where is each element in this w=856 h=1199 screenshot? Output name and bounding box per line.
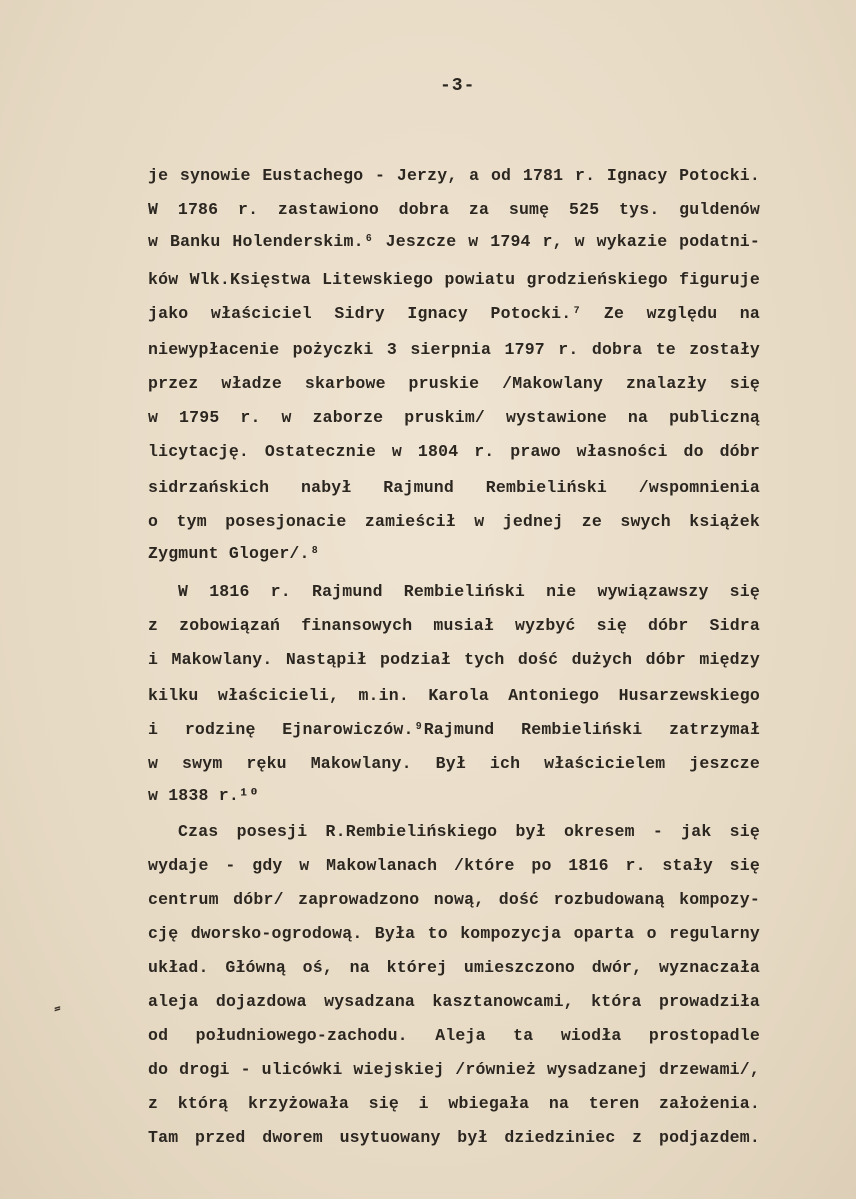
text-line-17: i rodzinę Ejnarowiczów.⁹Rajmund Rembieliński zatrzymał: [148, 720, 760, 739]
text-line-29: Tam przed dworem usytuowany był dziedziniec z podjazdem.: [148, 1128, 760, 1147]
text-line-11: o tym posesjonacie zamieścił w jednej ze swych książek: [148, 512, 760, 531]
text-line-22: centrum dóbr/ zaprowadzono nową, dość rozbudowaną kompozy-: [148, 890, 760, 909]
text-line-12: Zygmunt Gloger/.⁸: [148, 544, 320, 563]
text-line-25: aleja dojazdowa wysadzana kasztanowcami, która prowadziła: [148, 992, 760, 1011]
text-line-5: jako właściciel Sidry Ignacy Potocki.⁷ Ze względu na: [148, 304, 760, 323]
text-line-26: od południowego-zachodu. Aleja ta wiodła prostopadle: [148, 1026, 760, 1045]
text-line-6: niewypłacenie pożyczki 3 sierpnia 1797 r. dobra te zostały: [148, 340, 760, 359]
page-number: -3-: [440, 76, 476, 96]
text-line-21: wydaje - gdy w Makowlanach /które po 1816 r. stały się: [148, 856, 760, 875]
text-line-8: w 1795 r. w zaborze pruskim/ wystawione na publiczną: [148, 408, 760, 427]
text-line-7: przez władze skarbowe pruskie /Makowlany znalazły się: [148, 374, 760, 393]
text-line-10: sidrzańskich nabył Rajmund Rembieliński /wspomnienia: [148, 478, 760, 497]
text-line-14: z zobowiązań finansowych musiał wyzbyć się dóbr Sidra: [148, 616, 760, 635]
text-line-9: licytację. Ostatecznie w 1804 r. prawo własności do dóbr: [148, 442, 760, 461]
text-line-16: kilku właścicieli, m.in. Karola Antoniego Husarzewskiego: [148, 686, 760, 705]
text-line-15: i Makowlany. Nastąpił podział tych dość dużych dóbr między: [148, 650, 760, 669]
text-line-4: ków Wlk.Księstwa Litewskiego powiatu grodzieńskiego figuruje: [148, 270, 760, 289]
text-line-23: cję dworsko-ogrodową. Była to kompozycja oparta o regularny: [148, 924, 760, 943]
text-line-24: układ. Główną oś, na której umieszczono dwór, wyznaczała: [148, 958, 760, 977]
text-line-1: je synowie Eustachego - Jerzy, a od 1781 r. Ignacy Potocki.: [148, 166, 760, 185]
text-line-19: w 1838 r.¹⁰: [148, 786, 260, 805]
text-line-28: z którą krzyżowała się i wbiegała na teren założenia.: [148, 1094, 760, 1113]
text-line-27: do drogi - ulicówki wiejskiej /również wysadzanej drzewami/,: [148, 1060, 760, 1079]
text-line-20: Czas posesji R.Rembielińskiego był okresem - jak się: [178, 822, 760, 841]
text-line-2: W 1786 r. zastawiono dobra za sumę 525 tys. guldenów: [148, 200, 760, 219]
text-line-18: w swym ręku Makowlany. Był ich właścicielem jeszcze: [148, 754, 760, 773]
text-line-13: W 1816 r. Rajmund Rembieliński nie wywiązawszy się: [178, 582, 760, 601]
text-line-3: w Banku Holenderskim.⁶ Jeszcze w 1794 r, w wykazie podatni-: [148, 232, 760, 251]
